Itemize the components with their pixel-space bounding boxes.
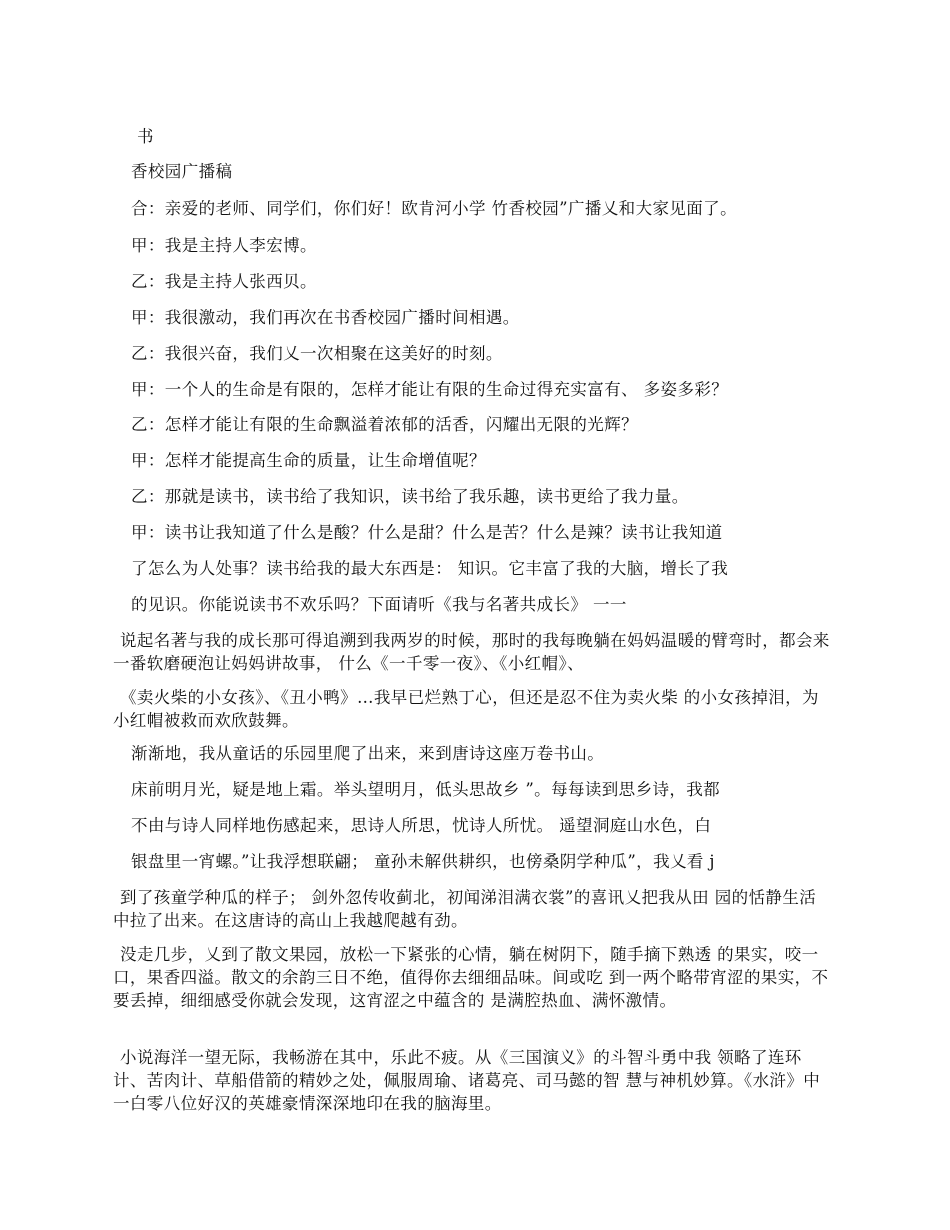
dialogue-line: 的见识。你能说读书不欢乐吗？下面请听《我与名著共成长》 一一 bbox=[131, 595, 627, 614]
dialogue-line: 乙：怎样才能让有限的生命飘溢着浓郁的活香，闪耀出无限的光辉？ bbox=[131, 415, 638, 434]
poem-line: 床前明月光，疑是地上霜。举头望明月，低头思故乡 ”。每每读到思乡诗，我都 bbox=[131, 780, 721, 799]
dialogue-line: 了怎么为人处事？读书给我的最大东西是： 知识。它丰富了我的大脑，增长了我 bbox=[131, 559, 729, 578]
paragraph-prose: 没走几步，乂到了散文果园，放松一下紧张的心情，躺在树阴下，随手摘下熟透 的果实，咬一口，果香四溢。散文的余韵三日不绝，值得你去细细品味。间或吃 到一两个略带宵涩的果实，不要丢掉，细细感受你就会发现，这宵涩之中蕴含的 是满腔热血、满怀激情。 bbox=[113, 945, 829, 1010]
paragraph-childhood: 说起名著与我的成长那可得追溯到我两岁的时候，那时的我每晚躺在妈妈温暖的臂弯时，都会来一番软磨硬泡让妈妈讲故事， 什么《一千零一夜》、《小红帽》、 bbox=[113, 631, 830, 673]
dialogue-line: 甲：怎样才能提高生命的质量，让生命增值呢？ bbox=[131, 451, 486, 470]
dialogue-line: 甲：一个人的生命是有限的，怎样才能让有限的生命过得充实富有、 多姿多彩？ bbox=[131, 380, 729, 399]
header-char: 书 bbox=[137, 127, 154, 146]
poem-line: 不由与诗人同样地伤感起来，思诗人所思，忧诗人所忧。 遥望洞庭山水色，白 bbox=[131, 816, 712, 835]
dialogue-line: 乙：我很兴奋，我们乂一次相聚在这美好的时刻。 bbox=[131, 344, 503, 363]
tang-poetry-line: 渐渐地，我从童话的乐园里爬了出来，来到唐诗这座万卷书山。 bbox=[131, 744, 605, 763]
document-title: 香校园广播稿 bbox=[131, 162, 233, 181]
dialogue-line: 合：亲爱的老师、同学们，你们好！欧肯河小学 竹香校园”广播乂和大家见面了。 bbox=[131, 199, 737, 218]
paragraph-farm-poem: 到了孩童学种瓜的样子； 剑外忽传收蓟北，初闻涕泪满衣裳”的喜讯乂把我从田 园的恬静生活中拉了出来。在这唐诗的高山上我越爬越有劲。 bbox=[113, 888, 817, 930]
poem-line: 银盘里一宵螺。”让我浮想联翩； 童孙未解供耕织，也傍桑阴学种瓜”，我乂看 j bbox=[131, 852, 715, 871]
paragraph-novels: 小说海洋一望无际，我畅游在其中，乐此不疲。从《三国演义》的斗智斗勇中我 领略了连环计、苦肉计、草船借箭的精妙之处，佩服周瑜、诸葛亮、司马懿的智 慧与神机妙算。《水浒》中一白零八位好汉的英雄豪情深深地印在我的脑海里。 bbox=[113, 1048, 821, 1113]
dialogue-line: 甲：我很激动，我们再次在书香校园广播时间相遇。 bbox=[131, 308, 520, 327]
dialogue-line: 乙：那就是读书，读书给了我知识，读书给了我乐趣，读书更给了我力量。 bbox=[131, 487, 689, 506]
dialogue-line: 甲：我是主持人李宏博。 bbox=[131, 236, 317, 255]
paragraph-fairy-tales: 《卖火柴的小女孩》、《丑小鸭》…我早已烂熟丁心，但还是忍不住为卖火柴 的小女孩掉泪，为小红帽被救而欢欣鼓舞。 bbox=[113, 688, 819, 730]
dialogue-line: 乙：我是主持人张西贝。 bbox=[131, 272, 317, 291]
dialogue-line: 甲：读书让我知道了什么是酸？什么是甜？什么是苦？什么是辣？读书让我知道 bbox=[131, 523, 723, 542]
